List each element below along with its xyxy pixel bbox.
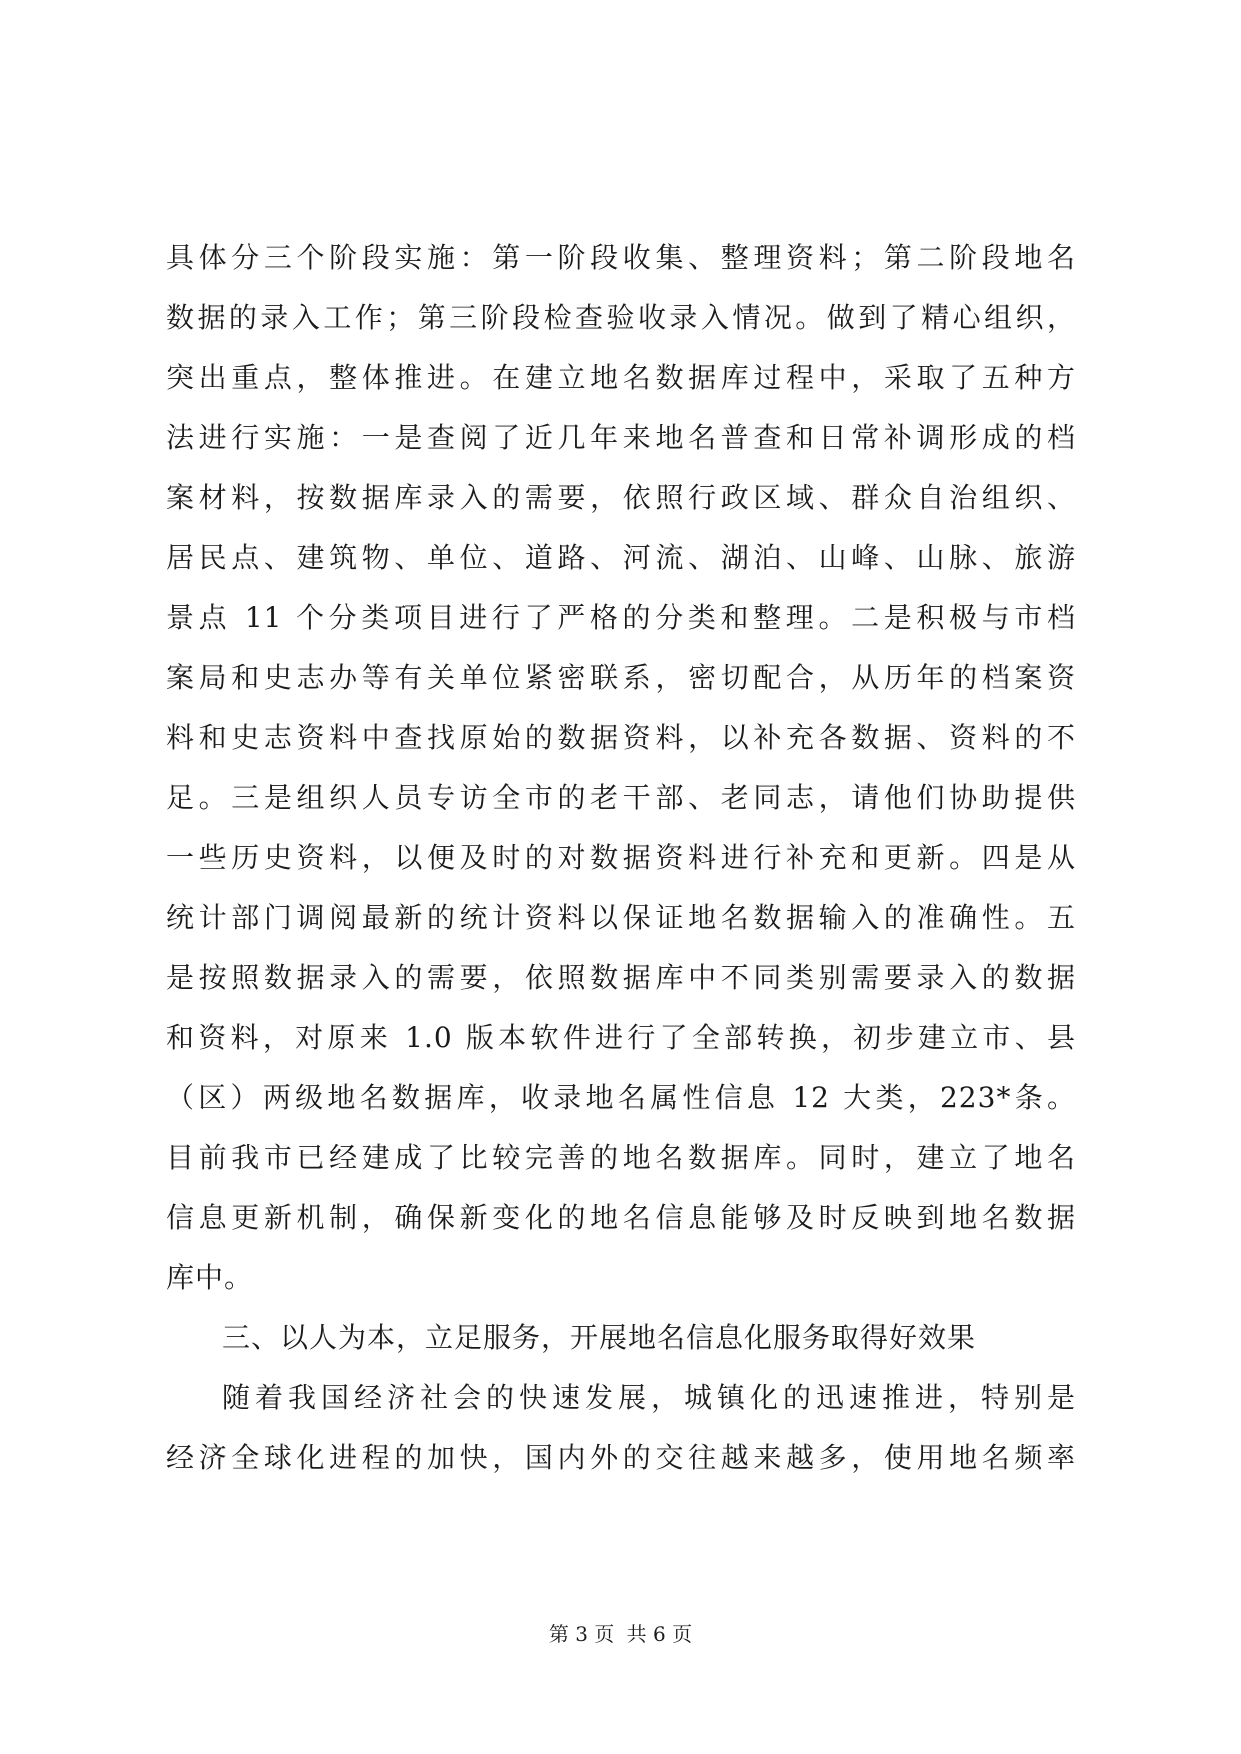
section-heading-three <box>166 1308 1076 1368</box>
text-line: 居民点、建筑物、单位、道路、河流、湖泊、山峰、山脉、旅游 <box>166 541 1076 574</box>
text-line: 景点 11 个分类项目进行了严格的分类和整理。二是积极与市档 <box>166 601 1076 634</box>
text-line: 经济全球化进程的加快，国内外的交往越来越多，使用地名频率 <box>166 1441 1076 1474</box>
text-line: 具体分三个阶段实施：第一阶段收集、整理资料；第二阶段地名 <box>166 241 1076 274</box>
text-line: 统计部门调阅最新的统计资料以保证地名数据输入的准确性。五 <box>166 901 1076 934</box>
document-body <box>166 228 1076 1488</box>
text-line: 随着我国经济社会的快速发展，城镇化的迅速推进，特别是 <box>222 1381 1076 1414</box>
text-line: 目前我市已经建成了比较完善的地名数据库。同时，建立了地名 <box>166 1141 1076 1174</box>
text-line: 突出重点，整体推进。在建立地名数据库过程中，采取了五种方 <box>166 361 1076 394</box>
paragraph-database-building <box>166 228 1076 1308</box>
text-line: 案材料，按数据库录入的需要，依照行政区域、群众自治组织、 <box>166 481 1076 514</box>
text-line: 足。三是组织人员专访全市的老干部、老同志，请他们协助提供 <box>166 781 1076 814</box>
text-line: 数据的录入工作；第三阶段检查验收录入情况。做到了精心组织， <box>166 301 1076 334</box>
text-line: 信息更新机制，确保新变化的地名信息能够及时反映到地名数据 <box>166 1201 1076 1234</box>
text-line: 和资料，对原来 1.0 版本软件进行了全部转换，初步建立市、县 <box>166 1021 1076 1054</box>
section-heading-text: 三、以人为本，立足服务，开展地名信息化服务取得好效果 <box>222 1321 977 1354</box>
page-footer <box>0 1618 1241 1647</box>
text-line: 一些历史资料，以便及时的对数据资料进行补充和更新。四是从 <box>166 841 1076 874</box>
text-line: 法进行实施：一是查阅了近几年来地名普查和日常补调形成的档 <box>166 421 1076 454</box>
page-total: 共 6 页 <box>626 1622 693 1646</box>
text-line: 库中。 <box>166 1261 254 1294</box>
text-line: 是按照数据录入的需要，依照数据库中不同类别需要录入的数据 <box>166 961 1076 994</box>
text-line: 案局和史志办等有关单位紧密联系，密切配合，从历年的档案资 <box>166 661 1076 694</box>
page-number: 第 3 页 <box>548 1622 615 1646</box>
text-line: 料和史志资料中查找原始的数据资料，以补充各数据、资料的不 <box>166 721 1076 754</box>
text-line: （区）两级地名数据库，收录地名属性信息 12 大类，223*条。 <box>166 1081 1076 1114</box>
paragraph-economic-development <box>166 1368 1076 1488</box>
